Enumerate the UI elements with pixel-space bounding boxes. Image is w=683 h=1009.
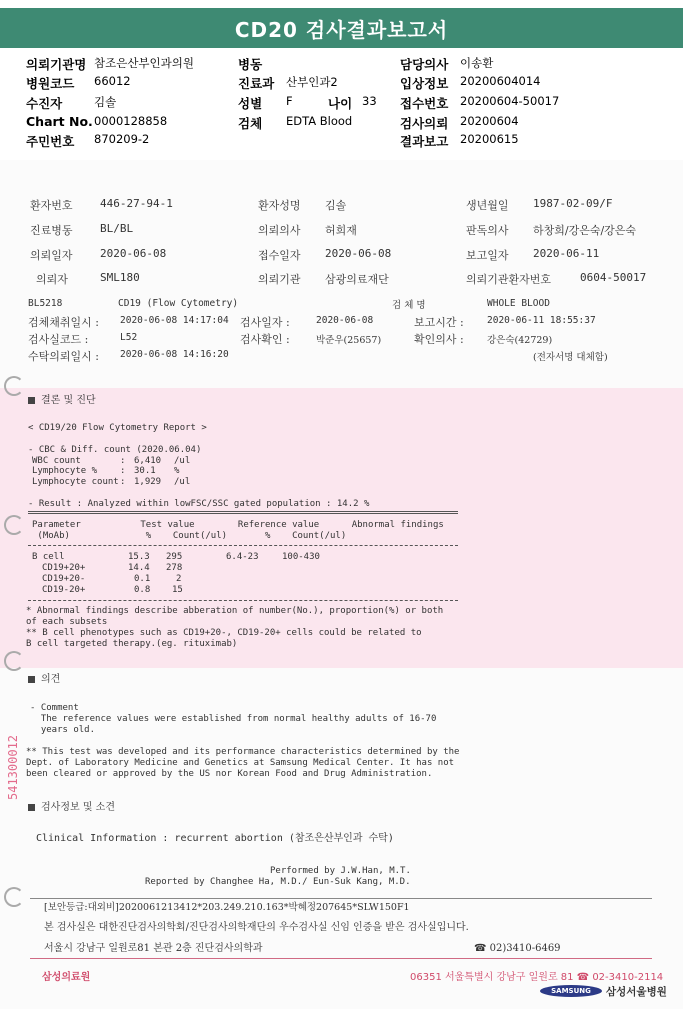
lab-label: 병동 <box>238 57 263 72</box>
meta-value: 2020-06-08 14:17:04 <box>120 315 229 326</box>
table-cell: 14.4 <box>128 563 150 573</box>
lab-value: F <box>286 94 293 108</box>
lab-value: 20200604-50017 <box>460 94 560 108</box>
patient-value: 허희재 <box>325 224 357 237</box>
patient-value: 446-27-94-1 <box>100 197 173 210</box>
lab-label: 주민번호 <box>26 134 75 149</box>
table-cell: 15 <box>172 585 183 595</box>
table-header: (MoAb) % Count(/ul) % Count(/ul) <box>32 531 347 541</box>
lab-value: 33 <box>362 94 377 108</box>
footer <box>0 962 683 986</box>
patient-value: 1987-02-09/F <box>533 197 613 210</box>
lab-label: 진료과 <box>238 76 275 91</box>
patient-label: 환자성명 <box>258 199 301 212</box>
cbc-value: 1,929 <box>134 477 162 487</box>
lab-value: 20200615 <box>460 132 519 146</box>
cbc-header: - CBC & Diff. count (2020.06.04) <box>28 445 202 455</box>
side-serial-number: 541300012 <box>6 734 20 800</box>
result-line: - Result : Analyzed within lowFSC/SSC gated population : 14.2 % <box>28 499 370 509</box>
meta-label: 수탁의뢰일시 : <box>28 350 99 363</box>
meta-label: 검사실코드 : <box>28 333 89 346</box>
lab-value: 김솔 <box>94 95 117 109</box>
lab-label: 병원코드 <box>26 76 75 91</box>
footnote: * Abnormal findings describe abberation of number(No.), proportion(%) or both of each subsets ** B cell phenotypes such as CD19+20-, CD19-20+ cells could be related to B cell targeted therapy.(eg. rituximab) <box>26 606 444 649</box>
table-cell: B cell <box>32 552 65 562</box>
divider <box>28 600 458 601</box>
lab-label: 입상정보 <box>400 76 449 91</box>
lab-label: 담당의사 <box>400 57 449 72</box>
divider <box>30 898 652 899</box>
patient-label: 보고일자 <box>466 249 509 262</box>
square-bullet-icon <box>28 804 35 811</box>
meta-value: 박준우(25657) <box>316 335 382 346</box>
meta-label: 확인의사 : <box>414 333 464 346</box>
meta-value: 강은숙(42729) <box>487 335 553 346</box>
table-cell: 278 <box>166 563 183 573</box>
patient-label: 의뢰의사 <box>258 224 301 237</box>
cbc-value: 30.1 <box>134 466 156 476</box>
patient-value: BL/BL <box>100 222 134 235</box>
lab-label: 수진자 <box>26 96 63 111</box>
punch-hole-icon <box>4 515 24 535</box>
meta-label: 검사일자 : <box>240 316 290 329</box>
lab-value: 66012 <box>94 74 131 88</box>
lab-phone: ☎ 02)3410-6469 <box>474 943 561 954</box>
lab-value: 20200604014 <box>460 74 541 88</box>
section-title: 의견 <box>28 670 60 685</box>
report-title: < CD19/20 Flow Cytometry Report > <box>28 423 207 433</box>
lab-label: 나이 <box>328 96 353 111</box>
table-cell: 295 <box>166 552 183 562</box>
lab-value: 이송환 <box>460 56 494 70</box>
square-bullet-icon <box>28 397 35 404</box>
cbc-label: Lymphocyte % <box>32 466 98 476</box>
disclaimer: ** This test was developed and its performance characteristics determined by the Dept. of Laboratory Medicine and Genetics at Samsung Medical Center. It has not been cleared or approved by the US nor Korean Food and Drug Administration. <box>26 747 460 779</box>
reported-by: Reported by Changhee Ha, M.D./ Eun-Suk Kang, M.D. <box>145 877 411 887</box>
patient-label: 의뢰자 <box>36 273 68 286</box>
lab-value: 20200604 <box>460 114 519 128</box>
cbc-value: 6,410 <box>134 456 162 466</box>
clinical-info: Clinical Information : recurrent abortion (참조은산부인과 수탁) <box>36 833 394 844</box>
cbc-unit: % <box>174 466 180 476</box>
lab-label: 결과보고 <box>400 134 449 149</box>
meta-value: 2020-06-08 <box>316 315 374 326</box>
table-cell: CD19+20+ <box>42 563 86 573</box>
lab-label: 검체 <box>238 116 263 131</box>
patient-label: 환자번호 <box>30 199 73 212</box>
patient-value: 하창희/강은숙/강은숙 <box>533 224 637 237</box>
patient-label: 진료병동 <box>30 224 73 237</box>
footer-org: 삼성의료원 <box>42 972 91 983</box>
cbc-label: WBC count <box>32 456 81 466</box>
test-name: CD19 (Flow Cytometry) <box>118 298 239 309</box>
table-cell: 0.1 <box>134 574 151 584</box>
lab-value: 참조은산부인과의원 <box>94 56 194 70</box>
section-title: 검사정보 및 소견 <box>28 798 115 813</box>
patient-label: 의뢰기관환자번호 <box>466 273 552 286</box>
meta-label: 검체채취일시 : <box>28 316 99 329</box>
certification: 본 검사실은 대한진단검사의학회/진단검사의학재단의 우수검사실 신임 인증을 받은 검사실입니다. <box>44 922 469 933</box>
lab-value: 산부인과2 <box>286 75 338 89</box>
signature-note: (전자서명 대체함) <box>533 352 608 363</box>
patient-label: 접수일자 <box>258 249 301 262</box>
cbc-unit: /ul <box>174 477 191 487</box>
table-header: Parameter Test value Reference value Abnormal findings <box>32 520 444 530</box>
punch-hole-icon <box>4 887 24 907</box>
meta-value: 2020-06-08 14:16:20 <box>120 349 229 360</box>
meta-value: 2020-06-11 18:55:37 <box>487 315 596 326</box>
patient-value: 김솔 <box>325 199 347 212</box>
punch-hole-icon <box>4 376 24 396</box>
lab-label: 의뢰기관명 <box>26 57 87 72</box>
patient-value: 2020-06-08 <box>325 247 392 260</box>
lab-label: Chart No. <box>26 114 93 129</box>
security-line: [보안등급:대외비]2020061213412*203.249.210.163*박혜정207645*SLW150F1 <box>44 902 410 913</box>
page-title: CD20 검사결과보고서 <box>0 8 683 48</box>
patient-value: 2020-06-08 <box>100 247 167 260</box>
meta-label: 검사확인 : <box>240 333 290 346</box>
hospital-name: 삼성서울병원 <box>606 986 667 998</box>
patient-value: 0604-50017 <box>580 271 647 284</box>
specimen-value: WHOLE BLOOD <box>487 298 550 309</box>
section-title: 결론 및 진단 <box>28 391 96 406</box>
table-cell: 15.3 <box>128 552 150 562</box>
footer-address: 06351 서울특별시 강남구 일원로 81 ☎ 02-3410-2114 <box>410 972 664 983</box>
comment: - Comment The reference values were established from normal healthy adults of 16-70 years old. <box>30 703 437 735</box>
table-cell: 100-430 <box>282 552 320 562</box>
divider <box>28 511 458 514</box>
lab-value: 0000128858 <box>94 114 168 128</box>
performed-by: Performed by J.W.Han, M.T. <box>270 866 411 876</box>
meta-value: L52 <box>120 332 138 343</box>
table-cell: 0.8 <box>134 585 151 595</box>
report-page: CD20 검사결과보고서 의뢰기관명 참조은산부인과의원 병원코드 66012 수진자 김솔 Chart No. 0000128858 주민번호 870209-2 병동 진료과 산부인과2 성별 F 나이 33 검체 EDTA Blood 담당의사 이송환 입상정보 20200604014 접수번호 20200604-50017 검사의뢰 20200604 결과보고 20200615 환자번호 446-27-94-1 환자성명 김솔 생년월일 1987-02-09/F 진료병동 BL/BL 의뢰의사 허희재 판독의사 하창희/강은숙/강은숙 의뢰일자 2020-06-08 접수일자 2020-06-08 보고일자 2020-06-11 의뢰자 SML180 의뢰기관 삼광의료재단 의뢰기관환자번호 0604-50017 BL5218 CD19 (Flow Cytometry) 검 체 명 WHOLE BLOOD 검체채취일시 : 2020-06-08 14:17:04 검사일자 : 2020-06-08 보고시간 : 2020-06-11 18:55:37 검사실코드 : L52 검사확인 : 박준우(25657) 확인의사 : 강은숙(42729) 수탁의뢰일시 : 2020-06-08 14:16:20 (전자서명 대체함) 결론 및 진단 < CD19/20 Flow Cytometry Report > - CBC & Diff. count (2020.06.04) WBC count : 6,410 /ul Lymphocyte % : 30.1 % Lymphocyte count : 1,929 /ul - Result : Analyzed within lowFSC/SSC gated population : 14.2 % Parameter Test value Reference value Abnormal findings (MoAb) % Count(/ul) % Count(/ul) B cell 15.3 295 6.4-23 100-430 CD19+20+ 14.4 278 CD19+20- 0.1 2 CD19-20+ 0.8 15 * Abnormal findings describe abberation of number(No.), proportion(%) or both of each subsets ** B cell phenotypes such as CD19+20-, CD19-20+ cells could be related to B cell targeted therapy.(eg. rituximab) 의견 - Comment The reference values were established from normal healthy adults of 16-70 years old. ** This test was developed and its performance characteristics determined by the Dept. of Laboratory Medicine and Genetics at Samsung Medical Center. It has not been cleared or approved by the US nor Korean Food and Drug Administration. 검사정보 및 소견 Clinical Information : recurrent abortion (참조은산부인과 수탁) Performed by J.W.Han, M.T. Reported by Changhee Ha, M.D./ Eun-Suk Kang, M.D. [보안등급:대외비]2020061213412*203.249.210.163*박혜정207645*SLW150F1 본 검사실은 대한진단검사의학회/진단검사의학재단의 우수검사실 신임 인증을 받은 검사실입니다. 서울시 강남구 일원로81 본관 2층 진단검사의학과 ☎ 02)3410-6469 541300012 삼성의료원 06351 서울특별시 강남구 일원로 81 ☎ 02-3410-2114 SAMSUNG 삼성서울병원 <box>0 0 683 1009</box>
divider <box>28 545 458 546</box>
lab-value: EDTA Blood <box>286 114 353 128</box>
patient-label: 판독의사 <box>466 224 509 237</box>
table-cell: 2 <box>176 574 182 584</box>
test-code: BL5218 <box>28 298 63 309</box>
footer-divider <box>30 958 652 959</box>
patient-value: 삼광의료재단 <box>325 273 389 286</box>
cbc-label: Lymphocyte count <box>32 477 119 487</box>
patient-value: 2020-06-11 <box>533 247 600 260</box>
square-bullet-icon <box>28 676 35 683</box>
samsung-logo: SAMSUNG <box>540 985 602 997</box>
lab-label: 성별 <box>238 96 263 111</box>
lab-value: 870209-2 <box>94 132 150 146</box>
patient-label: 의뢰기관 <box>258 273 301 286</box>
patient-value: SML180 <box>100 271 140 284</box>
specimen-label: 검 체 명 <box>392 300 426 311</box>
patient-label: 의뢰일자 <box>30 249 73 262</box>
table-cell: CD19+20- <box>42 574 86 584</box>
lab-label: 검사의뢰 <box>400 116 449 131</box>
cbc-unit: /ul <box>174 456 191 466</box>
patient-label: 생년월일 <box>466 199 509 212</box>
punch-hole-icon <box>4 651 24 671</box>
meta-label: 보고시간 : <box>414 316 464 329</box>
lab-label: 접수번호 <box>400 96 449 111</box>
lab-address: 서울시 강남구 일원로81 본관 2층 진단검사의학과 <box>44 943 263 954</box>
table-cell: 6.4-23 <box>226 552 259 562</box>
table-cell: CD19-20+ <box>42 585 86 595</box>
